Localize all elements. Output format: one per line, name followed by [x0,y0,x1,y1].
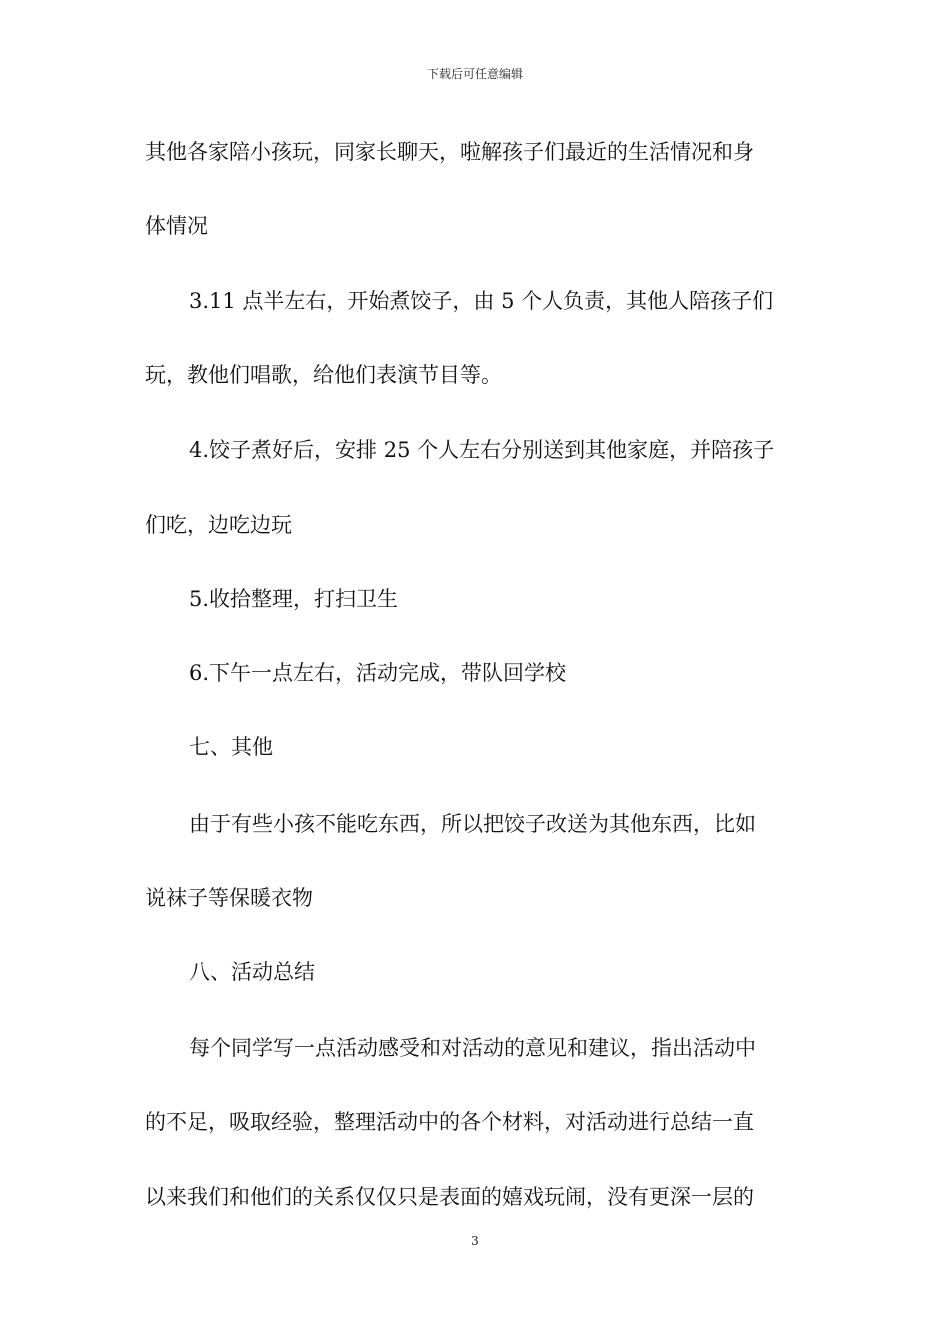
text-line: 每个同学写一点活动感受和对活动的意见和建议，指出活动中 [189,1036,756,1060]
text-line: 5.收拾整理，打扫卫生 [189,587,399,611]
text-line: 的不足，吸取经验，整理活动中的各个材料，对活动进行总结一直 [145,1110,754,1134]
text-line: 们吃，边吃边玩 [145,513,292,537]
text-line: 以来我们和他们的关系仅仅只是表面的嬉戏玩闹，没有更深一层的 [145,1185,754,1209]
text-line: 4.饺子煮好后，安排 25 个人左右分别送到其他家庭，并陪孩子 [189,438,775,462]
text-line: 玩，教他们唱歌，给他们表演节目等。 [145,363,502,387]
text-line: 说袜子等保暖衣物 [145,886,313,910]
section-heading: 七、其他 [189,735,273,759]
page-header: 下载后可任意编辑 [426,67,523,81]
text-line: 其他各家陪小孩玩，同家长聊天，啦解孩子们最近的生活情况和身 [145,140,754,164]
section-heading: 八、活动总结 [189,960,315,984]
text-line: 3.11 点半左右，开始煮饺子，由 5 个人负责，其他人陪孩子们 [189,289,774,313]
text-line: 6.下午一点左右，活动完成，带队回学校 [189,661,567,685]
page-number: 3 [471,1234,479,1248]
text-line: 由于有些小孩不能吃东西，所以把饺子改送为其他东西，比如 [189,812,756,836]
text-line: 体情况 [145,214,208,238]
